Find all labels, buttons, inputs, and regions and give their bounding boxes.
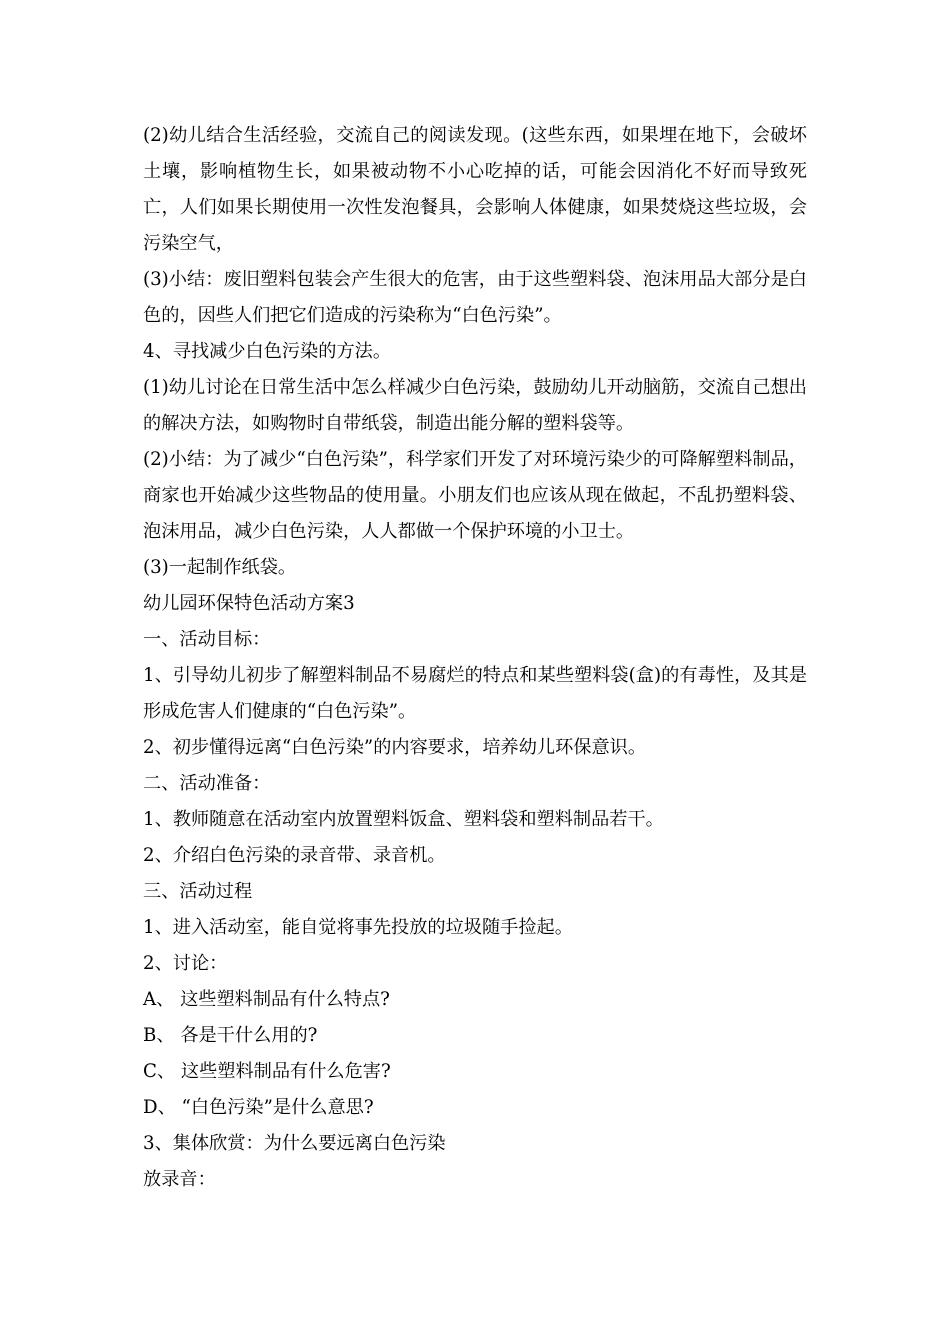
list-item-a: A、 这些塑料制品有什么特点? [143,989,390,1010]
paragraph-process-2: 2、讨论： [143,953,228,974]
paragraph-prep-1: 1、教师随意在活动室内放置塑料饭盒、塑料袋和塑料制品若干。 [143,809,664,830]
heading-activity-process: 三、活动过程 [143,881,253,902]
paragraph-make-paper-bags: (3)一起制作纸袋。 [143,557,297,578]
paragraph-play-recording: 放录音： [143,1169,216,1190]
section-title-plan-3: 幼儿园环保特色活动方案3 [143,593,355,614]
paragraph-prep-2: 2、介绍白色污染的录音带、录音机。 [143,845,446,866]
list-item-b: B、 各是干什么用的? [143,1025,318,1046]
paragraph-discussion-methods: (1)幼儿讨论在日常生活中怎么样减少白色污染，鼓励幼儿开动脑筋，交流自己想出的解决方法，如购物时自带纸袋，制造出能分解的塑料袋等。 [143,377,807,434]
list-item-d: D、 “白色污染”是什么意思? [143,1097,374,1118]
paragraph-process-3: 3、集体欣赏：为什么要远离白色污染 [143,1133,446,1154]
paragraph-summary-white-pollution: (3)小结：废旧塑料包装会产生很大的危害，由于这些塑料袋、泡沫用品大部分是白色的，因些人们把它们造成的污染称为“白色污染”。 [143,269,807,326]
paragraph-goal-2: 2、初步懂得远离“白色污染”的内容要求，培养幼儿环保意识。 [143,737,647,758]
list-item-c: C、 这些塑料制品有什么危害? [143,1061,391,1082]
heading-activity-preparation: 二、活动准备： [143,773,271,794]
paragraph-process-1: 1、进入活动室，能自觉将事先投放的垃圾随手捡起。 [143,917,573,938]
paragraph-summary-degradable: (2)小结：为了减少“白色污染”，科学家们开发了对环境污染少的可降解塑料制品，商家也开始减少这些物品的使用量。小朋友们也应该从现在做起，不乱扔塑料袋、泡沫用品，减少白色污染，人人都做一个保护环境的小卫士。 [143,449,807,542]
heading-activity-goals: 一、活动目标： [143,629,271,650]
paragraph-goal-1: 1、引导幼儿初步了解塑料制品不易腐烂的特点和某些塑料袋(盒)的有毒性，及其是形成危害人们健康的“白色污染”。 [143,665,807,722]
paragraph-reading-discovery: (2)幼儿结合生活经验，交流自己的阅读发现。(这些东西，如果埋在地下，会破坏土壤，影响植物生长，如果被动物不小心吃掉的话，可能会因消化不好而导致死亡，人们如果长期使用一次性发泡餐具，会影响人体健康，如果焚烧这些垃圾，会污染空气， [143,125,807,254]
document-body [143,118,807,1198]
paragraph-step-4-heading: 4、寻找减少白色污染的方法。 [143,341,392,362]
